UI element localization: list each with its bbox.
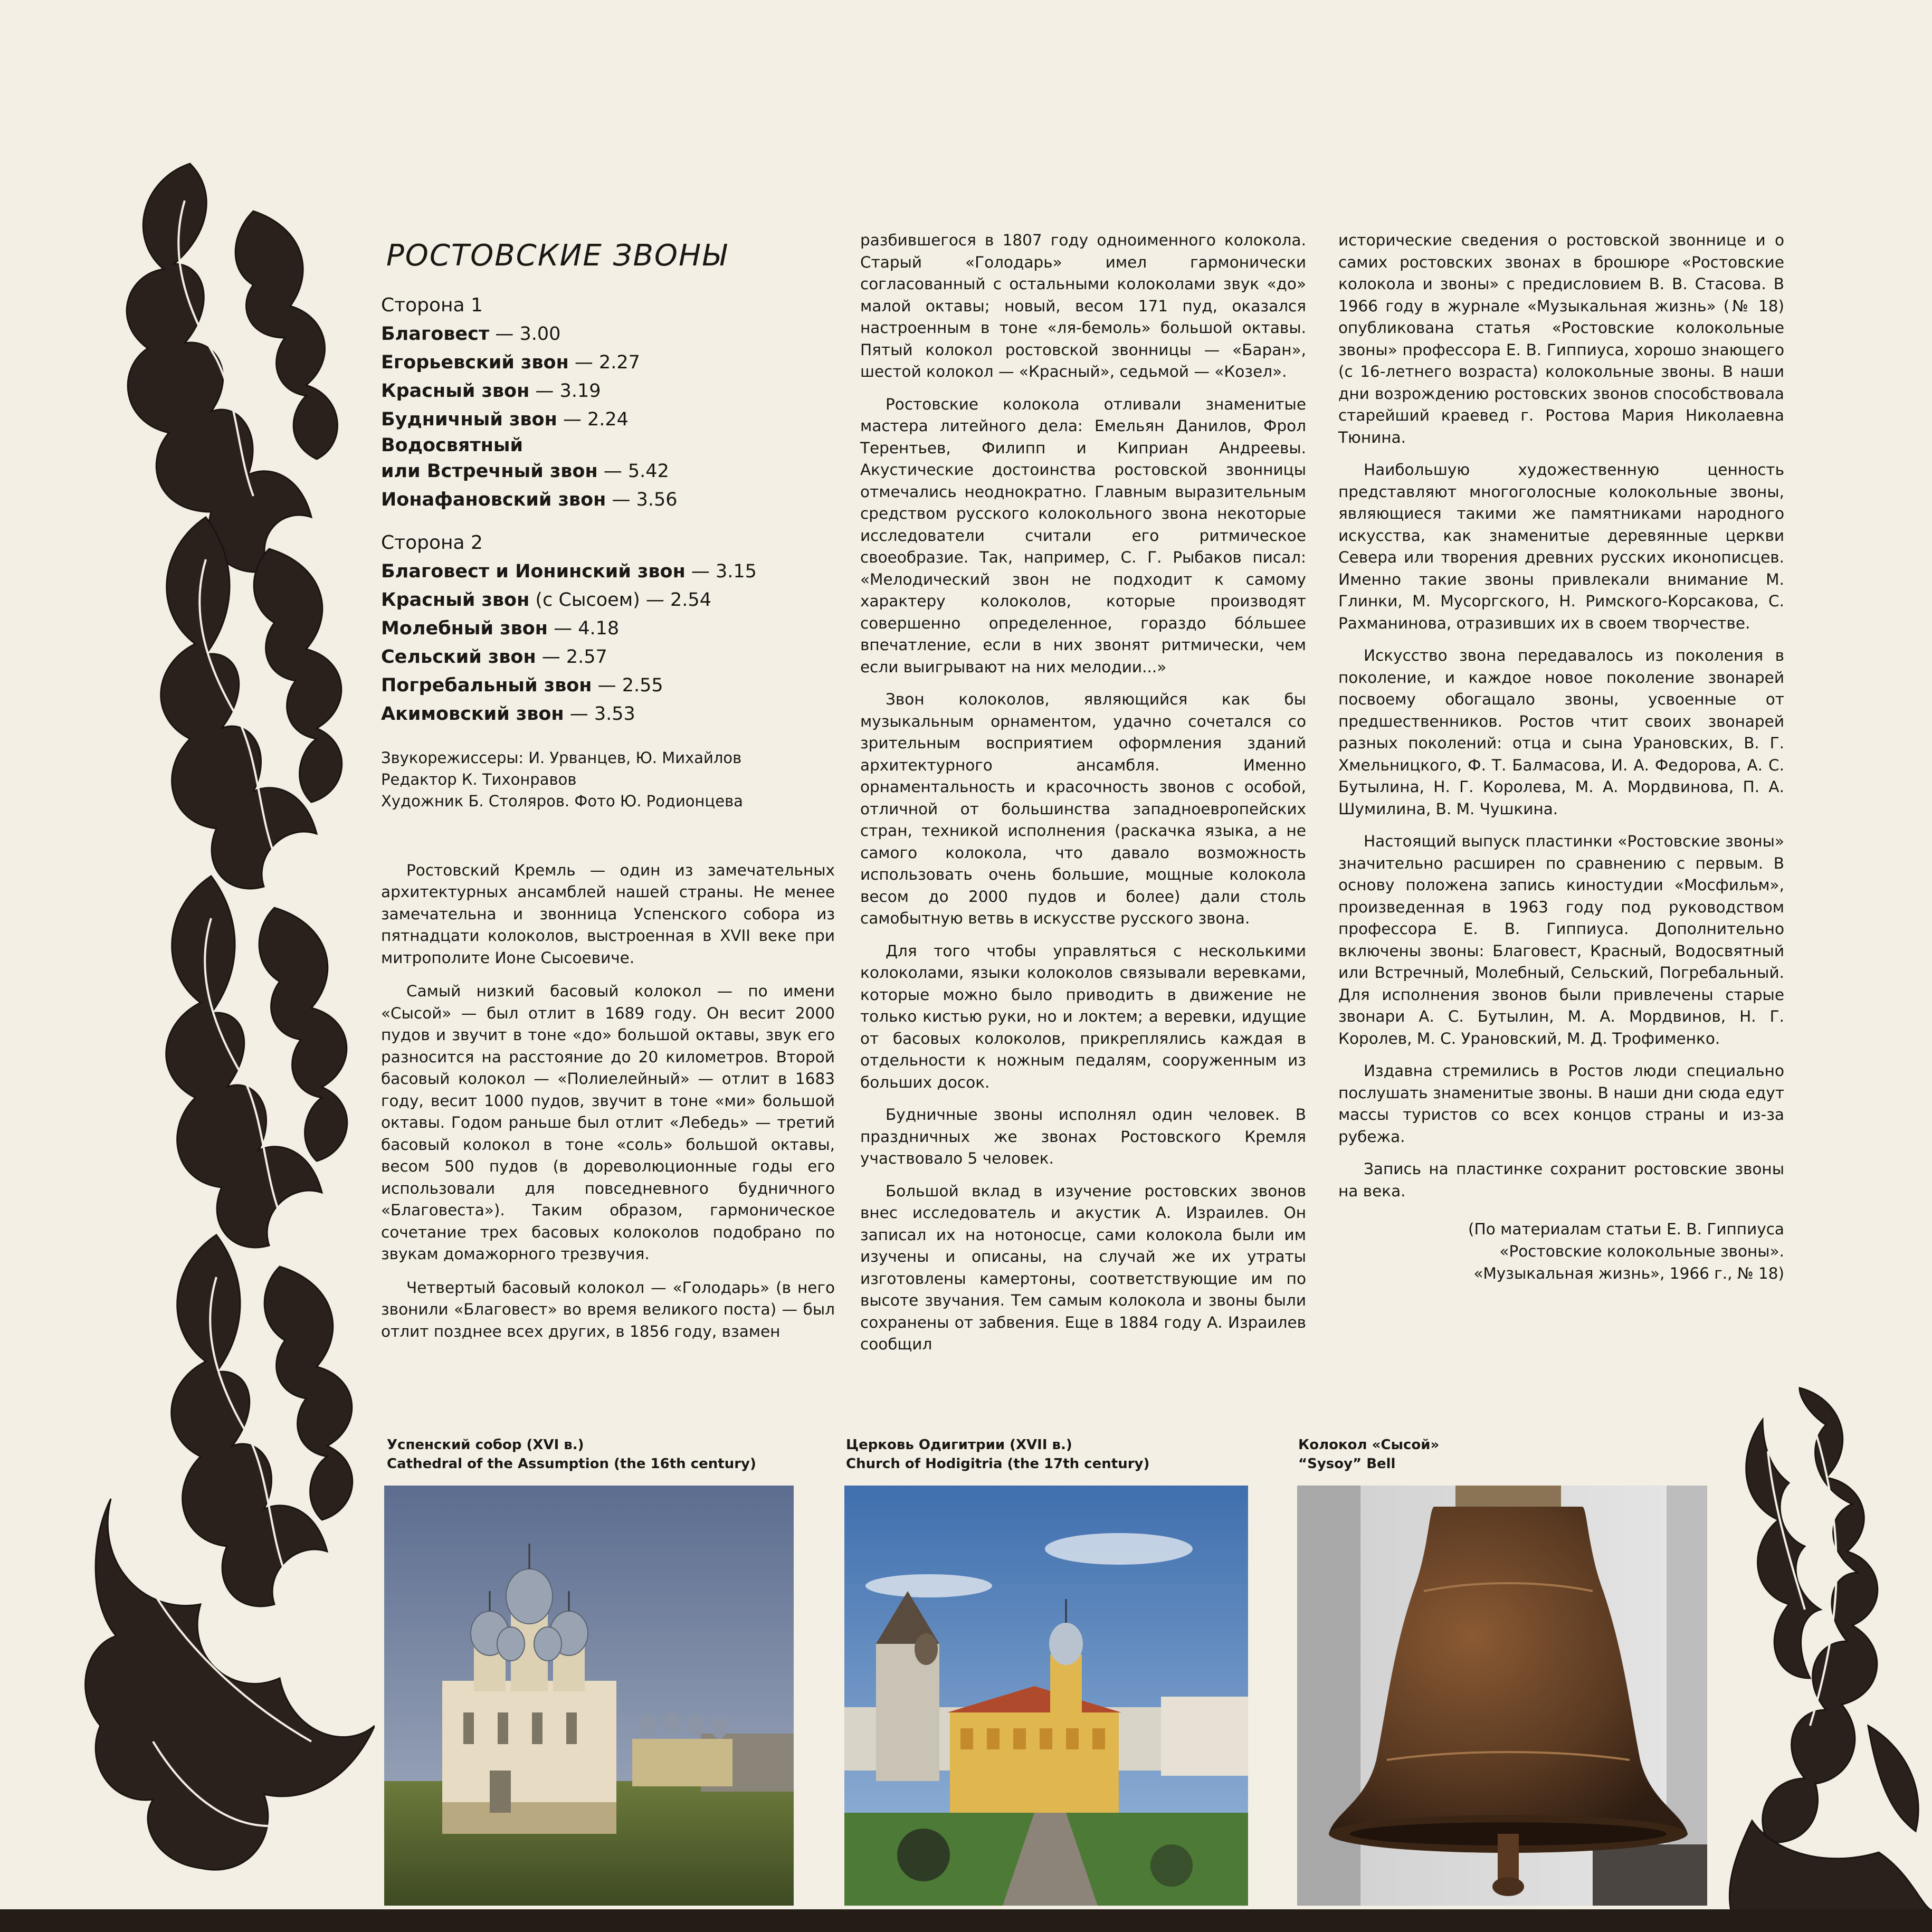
track-item xyxy=(381,700,835,728)
photo-caption-bell xyxy=(1298,1435,1439,1473)
right-ornament-corner xyxy=(1720,1377,1931,1910)
caption-english: Cathedral of the Assumption (the 16th century) xyxy=(387,1456,756,1472)
track-item xyxy=(381,557,835,586)
side-2-label: Сторона 2 xyxy=(381,531,483,554)
track-title: Красный звон xyxy=(381,589,530,611)
citation-line: (По материалам статьи Е. В. Гиппиуса xyxy=(1468,1220,1784,1238)
track-title: или Встречный звон xyxy=(381,460,598,482)
paragraph: Звон колоколов, являющийся как бы музыкальным орнаментом, удачно сочетался со зрительным восприятием оформления зданий архитектурного ансамбля. Именно орнаментальность и красочность звонов с особой, отличной от большинства западноевропейских стран, техникой исполнения (раскачка языка, а не самого колокола, что давало возможность использовать очень большие, мощные колокола весом до 2000 пудов и более) дали столь самобытную ветвь в искусстве русского звона. xyxy=(860,690,1306,927)
column-2 xyxy=(860,230,1306,1366)
paragraph: Искусство звона передавалось из поколения в поколение, и каждое новое поколение звонарей посвоему обогащало звоны, усвоенные от предшественников. Ростов чтит своих звонарей разных поколений: отца и сына Урановских, В. Г. Хмельницкого, Ф. Т. Балмасова, И. А. Федорова, А. С. Бутылина, Н. Г. Королева, М. А. Мордвинова, П. А. Шумилина, В. М. Чушкина. xyxy=(1338,646,1784,818)
credits xyxy=(381,747,835,812)
photo-caption-church xyxy=(846,1435,1149,1473)
track-item xyxy=(381,643,835,671)
track-duration: — 2.54 xyxy=(640,589,711,611)
credit-line: Художник Б. Столяров. Фото Ю. Родионцева xyxy=(381,792,743,810)
track-item xyxy=(381,614,835,643)
track-duration: — 4.18 xyxy=(547,617,620,639)
track-title: Сельский звон xyxy=(381,646,536,668)
track-duration: — 5.42 xyxy=(597,460,669,482)
left-ornament-border xyxy=(79,148,375,1910)
track-title: Егорьевский звон xyxy=(381,351,569,373)
page-title: РОСТОВСКИЕ ЗВОНЫ xyxy=(386,239,727,273)
track-item xyxy=(381,457,835,486)
citation-line: «Музыкальная жизнь», 1966 г., № 18) xyxy=(1473,1264,1784,1282)
caption-english: “Sysoy” Bell xyxy=(1298,1456,1396,1472)
track-note: (с Сысоем) xyxy=(529,589,640,611)
track-duration: — 3.00 xyxy=(489,323,561,345)
track-title: Будничный звон xyxy=(381,408,557,430)
track-duration: — 3.53 xyxy=(564,703,635,725)
paragraph: Настоящий выпуск пластинки «Ростовские звоны» значительно расширен по сравнению с первым. В основу положена запись киностудии «Мосфильм», произведенная в 1963 году под руководством профессора Е. В. Гиппиуса. Дополнительно включены звоны: Благовест, Красный, Водосвятный или Встречный, Молебный, Сельский, Погребальный. Для исполнения звонов были привлечены старые звонари А. С. Бутылин, М. А. Мордвинов, Н. Г. Королев, М. С. Урановский, М. Д. Трофименко. xyxy=(1338,832,1784,1048)
side-1-label: Сторона 1 xyxy=(381,294,483,316)
caption-english: Church of Hodigitria (the 17th century) xyxy=(846,1456,1150,1472)
caption-russian: Колокол «Сысой» xyxy=(1298,1437,1440,1453)
track-duration: — 2.27 xyxy=(568,351,640,373)
track-item xyxy=(381,671,835,700)
track-title: Водосвятный xyxy=(381,434,524,456)
column-3 xyxy=(1338,230,1784,1284)
track-duration: — 3.56 xyxy=(606,489,678,510)
track-item xyxy=(381,486,835,514)
track-item xyxy=(381,320,835,348)
paragraph: Четвертый басовый колокол — «Голодарь» (в него звонили «Благовест» во время великого поста) — был отлит позднее всех других, в 1856 году, взамен xyxy=(381,1278,835,1340)
track-duration: — 2.24 xyxy=(557,408,629,430)
track-title: Погребальный звон xyxy=(381,674,592,696)
track-title: Красный звон xyxy=(381,380,530,402)
paragraph: Будничные звоны исполнял один человек. В праздничных же звонах Ростовского Кремля участвовало 5 человек. xyxy=(860,1106,1306,1167)
paragraph: Ростовский Кремль — один из замечательных архитектурных ансамблей нашей страны. Не менее замечательна и звонница Успенского собора из пятнадцати колоколов, выстроенная в XVII веке при митрополите Ионе Сысоевиче. xyxy=(381,861,835,967)
citation-line: «Ростовские колокольные звоны». xyxy=(1499,1242,1784,1260)
track-item xyxy=(381,348,835,377)
track-item xyxy=(381,405,835,434)
paragraph: Ростовские колокола отливали знаменитые мастера литейного дела: Емельян Данилов, Фрол Терентьев, Филипп и Киприан Андреевы. Акустические достоинства ростовской звонницы отмечались неоднократно. Главным выразительным средством русского колокольного звона некоторые исследователи считали его ритмическое своеобразие. Так, например, С. Г. Рыбаков писал: «Мелодический звон не подходит к самому характеру колоколов, которые производят совершенно определенное, гораздо бо́льшее впечатление, если в них звонят ритмически, чем если выигрывают на них мелодии...» xyxy=(860,395,1306,676)
track-title: Благовест xyxy=(381,323,490,345)
photo-cathedral-of-the-assumption xyxy=(384,1486,794,1906)
track-duration: — 3.15 xyxy=(685,560,757,582)
photo-church-of-hodigitria xyxy=(844,1486,1248,1906)
track-duration: — 2.57 xyxy=(536,646,607,668)
track-title: Молебный звон xyxy=(381,617,548,639)
photo-sysoy-bell xyxy=(1297,1486,1707,1906)
track-item xyxy=(381,377,835,405)
caption-russian: Церковь Одигитрии (XVII в.) xyxy=(846,1437,1072,1453)
track-duration: — 3.19 xyxy=(529,380,601,402)
track-title: Ионафановский звон xyxy=(381,489,606,510)
bottom-dark-band xyxy=(0,1909,1932,1932)
track-title: Акимовский звон xyxy=(381,703,564,725)
paragraph: Для того чтобы управляться с несколькими колоколами, языки колоколов связывали веревками, которые можно было приводить в движение не только кистью руки, но и локтем; а веревки, идущие от басовых колоколов, прикреплялись каждая в отдельности к ножным педалям, сооруженным из больших досок. xyxy=(860,941,1306,1091)
track-item xyxy=(381,434,835,457)
paragraph: Большой вклад в изучение ростовских звонов внес исследователь и акустик А. Израилев. Он записал их на нотоносце, сами колокола были им изучены и описаны, на случай же их утраты изготовлены камертоны, соответствующие им по высоте звучания. Тем самым колокола и звоны были сохранены от забвения. Еще в 1884 году А. Израилев сообщил xyxy=(860,1182,1306,1353)
credit-line: Звукорежиссеры: И. Урванцев, Ю. Михайлов xyxy=(381,748,742,767)
track-duration: — 2.55 xyxy=(592,674,663,696)
side-1-tracklist xyxy=(381,320,835,514)
paragraph: разбившегося в 1807 году одноименного колокола. Старый «Голодарь» имел гармонически согласованный с остальными колоколами звук «до» малой октавы; новый, весом 171 пуд, оказался настроенным в тоне «ля-бемоль» большой октавы. Пятый колокол ростовской звонницы — «Баран», шестой колокол — «Красный», седьмой — «Козел». xyxy=(860,231,1306,380)
paragraph: Наибольшую художественную ценность представляют многоголосные колокольные звоны, являющиеся такими же памятниками народного искусства, как знаменитые деревянные церкви Севера или творения древних русских иконописцев. Именно такие звоны привлекали внимание М. Глинки, М. Мусоргского, Н. Римского-Корсакова, С. Рахманинова, отразивших их в своем творчестве. xyxy=(1338,461,1784,632)
side-2-tracklist xyxy=(381,557,835,728)
caption-russian: Успенский собор (XVI в.) xyxy=(387,1437,584,1453)
paragraph: исторические сведения о ростовской звоннице и о самих ростовских звонах в брошюре «Ростовские колокола и звоны» с предисловием В. В. Стасова. В 1966 году в журнале «Музыкальная жизнь» (№ 18) опубликована статья «Ростовские колокольные звоны» профессора Е. В. Гиппиуса, хорошо знающего (с 16-летнего возраста) колокольные звоны. В наши дни возрождению ростовских звонов способствовала старейший краевед г. Ростова Мария Николаевна Тюнина. xyxy=(1338,231,1784,446)
track-item xyxy=(381,586,835,614)
column-1 xyxy=(381,232,835,1354)
track-title: Благовест и Ионинский звон xyxy=(381,560,686,582)
credit-line: Редактор К. Тихонравов xyxy=(381,770,577,788)
paragraph: Издавна стремились в Ростов люди специально послушать знаменитые звоны. В наши дни сюда едут массы туристов со всех концов страны и из-за рубежа. xyxy=(1338,1062,1784,1146)
photo-caption-cathedral xyxy=(387,1435,756,1473)
paragraph: Запись на пластинке сохранит ростовские звоны на века. xyxy=(1338,1160,1784,1200)
source-citation xyxy=(1338,1218,1784,1284)
paragraph: Самый низкий басовый колокол — по имени «Сысой» — был отлит в 1689 году. Он весит 2000 пудов и звучит в тоне «до» большой октавы, звук его разносится на расстояние до 20 километров. Второй басовый колокол — «Полиелейный» — отлит в 1683 году, весит 1000 пудов, звучит в тоне «ми» большой октавы. Годом раньше был отлит «Лебедь» — третий басовый колокол в тоне «соль» большой октавы, весом 500 пудов (в дореволюционные годы его использовали для повседневного будничного «Благовеста»). Таким образом, гармоническое сочетание трех басовых колоколов подобрано по звукам домажорного трезвучия. xyxy=(381,982,835,1263)
